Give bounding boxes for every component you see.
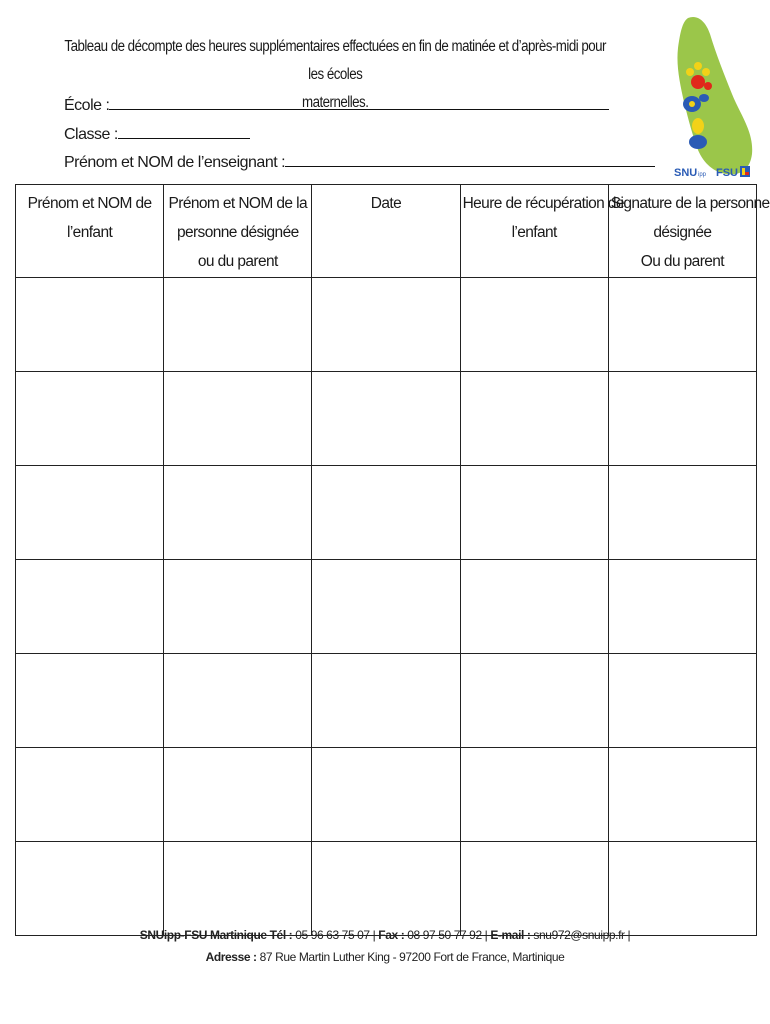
cell-date[interactable] bbox=[312, 560, 460, 654]
col-header-enfant: Prénom et NOM de l’enfant bbox=[16, 185, 164, 278]
cell-heure[interactable] bbox=[460, 278, 608, 372]
title-line-1: Tableau de décompte des heures supplémentaires effectuées en fin de matinée et d’après-midi pour les écoles bbox=[64, 38, 606, 83]
cell-enfant[interactable] bbox=[16, 466, 164, 560]
footer-email-label: E-mail : bbox=[490, 928, 531, 942]
ecole-blank-line[interactable] bbox=[109, 95, 609, 110]
cell-heure[interactable] bbox=[460, 372, 608, 466]
enseignant-label: Prénom et NOM de l’enseignant : bbox=[64, 154, 286, 171]
col-header-heure: Heure de récupération de l’enfant bbox=[460, 185, 608, 278]
footer-fax-label: Fax : bbox=[378, 928, 405, 942]
footer-address-label: Adresse : bbox=[205, 950, 257, 964]
cell-heure[interactable] bbox=[460, 842, 608, 936]
ecole-label: École : bbox=[64, 97, 110, 114]
table-row bbox=[16, 748, 757, 842]
cell-heure[interactable] bbox=[460, 466, 608, 560]
footer-tel: 05 96 63 75 07 | bbox=[295, 928, 376, 942]
cell-heure[interactable] bbox=[460, 560, 608, 654]
footer-address: 87 Rue Martin Luther King - 97200 Fort de France, Martinique bbox=[259, 950, 565, 964]
island-shape bbox=[677, 17, 752, 174]
logo-text-ipp: ipp bbox=[698, 172, 707, 178]
classe-field[interactable] bbox=[64, 124, 250, 144]
cell-enfant[interactable] bbox=[16, 654, 164, 748]
cell-date[interactable] bbox=[312, 466, 460, 560]
title-line-2: maternelles. bbox=[301, 94, 369, 111]
cell-personne[interactable] bbox=[164, 560, 312, 654]
cell-signature[interactable] bbox=[608, 842, 756, 936]
cell-date[interactable] bbox=[312, 654, 460, 748]
table-header-row bbox=[16, 185, 757, 278]
cell-heure[interactable] bbox=[460, 654, 608, 748]
cell-enfant[interactable] bbox=[16, 278, 164, 372]
cell-enfant[interactable] bbox=[16, 372, 164, 466]
classe-label: Classe : bbox=[64, 126, 118, 143]
table-row bbox=[16, 842, 757, 936]
table-row bbox=[16, 654, 757, 748]
enseignant-blank-line[interactable] bbox=[285, 152, 655, 167]
cell-signature[interactable] bbox=[608, 466, 756, 560]
logo-text-fsu: FSU bbox=[716, 167, 738, 179]
table-row bbox=[16, 372, 757, 466]
cell-date[interactable] bbox=[312, 748, 460, 842]
cell-enfant[interactable] bbox=[16, 842, 164, 936]
cell-personne[interactable] bbox=[164, 278, 312, 372]
cell-enfant[interactable] bbox=[16, 748, 164, 842]
table-row bbox=[16, 466, 757, 560]
cell-personne[interactable] bbox=[164, 372, 312, 466]
logo-text-snu: SNU bbox=[674, 167, 698, 179]
ecole-field[interactable] bbox=[64, 95, 609, 115]
cell-personne[interactable] bbox=[164, 466, 312, 560]
footer-email[interactable]: snu972@snuipp.fr | bbox=[533, 928, 631, 942]
footer-address-line bbox=[0, 946, 770, 968]
cell-signature[interactable] bbox=[608, 654, 756, 748]
col-header-personne: Prénom et NOM de la personne désignée ou du parent bbox=[164, 185, 312, 278]
cell-personne[interactable] bbox=[164, 842, 312, 936]
cell-date[interactable] bbox=[312, 278, 460, 372]
table-body bbox=[16, 278, 757, 936]
cell-signature[interactable] bbox=[608, 372, 756, 466]
enseignant-field[interactable] bbox=[64, 152, 655, 172]
footer-contact-line bbox=[0, 924, 770, 946]
footer-fax: 08 97 50 77 92 | bbox=[407, 928, 488, 942]
cell-enfant[interactable] bbox=[16, 560, 164, 654]
cell-personne[interactable] bbox=[164, 748, 312, 842]
footer-tel-label: Tél : bbox=[269, 928, 293, 942]
footer-org: SNUipp-FSU Martinique bbox=[139, 928, 267, 942]
snuipp-fsu-logo bbox=[668, 14, 756, 186]
col-header-signature: Signature de la personne désignée Ou du parent bbox=[608, 185, 756, 278]
cell-date[interactable] bbox=[312, 842, 460, 936]
cell-date[interactable] bbox=[312, 372, 460, 466]
cell-signature[interactable] bbox=[608, 278, 756, 372]
classe-blank-line[interactable] bbox=[118, 124, 250, 139]
footer bbox=[0, 924, 770, 968]
table-row bbox=[16, 560, 757, 654]
cell-heure[interactable] bbox=[460, 748, 608, 842]
overtime-table bbox=[15, 184, 770, 936]
cell-signature[interactable] bbox=[608, 560, 756, 654]
col-header-date: Date bbox=[312, 185, 460, 278]
cell-signature[interactable] bbox=[608, 748, 756, 842]
table-row bbox=[16, 278, 757, 372]
cell-personne[interactable] bbox=[164, 654, 312, 748]
